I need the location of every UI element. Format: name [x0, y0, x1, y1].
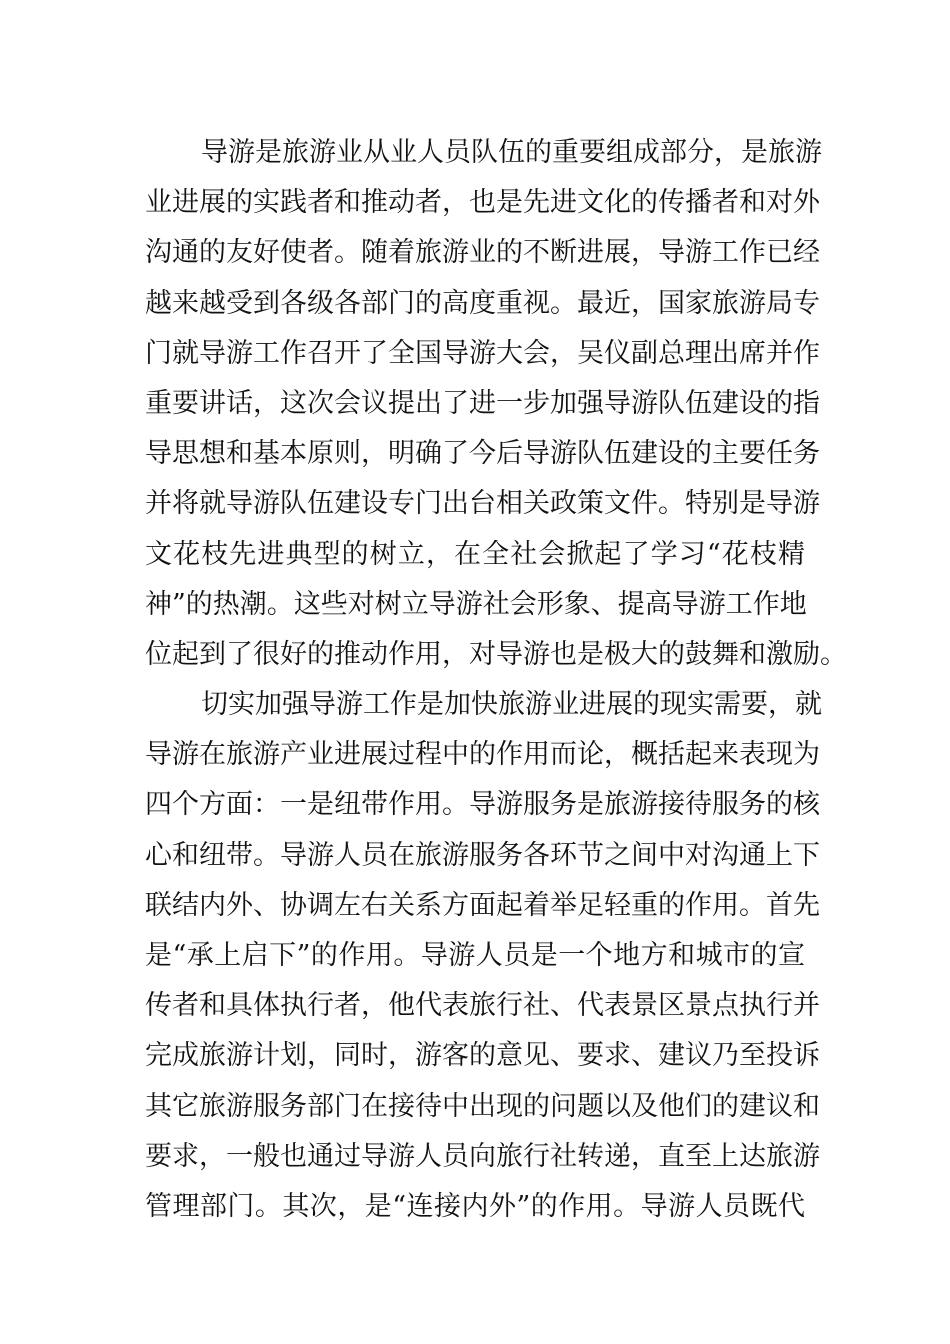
paragraph-1-line: 沟通的友好使者。随着旅游业的不断进展，导游工作已经 [145, 237, 820, 269]
paragraph-2-line: 心和纽带。导游人员在旅游服务各环节之间中对沟通上下 [145, 839, 820, 871]
paragraph-2-line: 导游在旅游产业进展过程中的作用而论，概括起来表现为 [145, 739, 820, 771]
paragraph-2-line: 是“承上启下”的作用。导游人员是一个地方和城市的宣 [145, 940, 805, 971]
body-text [145, 128, 847, 1232]
paragraph-1-line: 导游是旅游业从业人员队伍的重要组成部分，是旅游 [201, 137, 822, 168]
paragraph-1-line: 位起到了很好的推动作用，对导游也是极大的鼓舞和激励。 [145, 638, 847, 670]
paragraph-1-line: 重要讲话，这次会议提出了进一步加强导游队伍建设的指 [145, 387, 820, 419]
paragraph-1-line: 越来越受到各级各部门的高度重视。最近，国家旅游局专 [145, 287, 820, 319]
paragraph-1-line: 业进展的实践者和推动者，也是先进文化的传播者和对外 [145, 187, 820, 219]
paragraph-1-line: 并将就导游队伍建设专门出台相关政策文件。特别是导游 [145, 488, 820, 520]
paragraph-1-line: 文花枝先进典型的树立，在全社会掀起了学习“花枝精 [145, 538, 805, 570]
paragraph-2-line: 切实加强导游工作是加快旅游业进展的现实需要，就 [201, 689, 822, 721]
paragraph-2-line: 四个方面：一是纽带作用。导游服务是旅游接待服务的核 [145, 789, 820, 821]
paragraph-2-line: 传者和具体执行者，他代表旅行社、代表景区景点执行并 [145, 990, 820, 1022]
paragraph-1-line: 神”的热潮。这些对树立导游社会形象、提高导游工作地 [145, 588, 807, 620]
paragraph-2-line: 管理部门。其次，是“连接内外”的作用。导游人员既代 [145, 1190, 805, 1222]
paragraph-2-line: 要求，一般也通过导游人员向旅行社转递，直至上达旅游 [145, 1140, 820, 1172]
paragraph-2-line: 其它旅游服务部门在接待中出现的问题以及他们的建议和 [145, 1090, 820, 1122]
paragraph-1-line: 导思想和基本原则，明确了今后导游队伍建设的主要任务 [145, 438, 820, 470]
paragraph-1-line: 门就导游工作召开了全国导游大会，吴仪副总理出席并作 [145, 337, 820, 369]
paragraph-2-line: 联结内外、协调左右关系方面起着举足轻重的作用。首先 [145, 889, 820, 921]
paragraph-2-line: 完成旅游计划，同时，游客的意见、要求、建议乃至投诉 [145, 1040, 820, 1072]
